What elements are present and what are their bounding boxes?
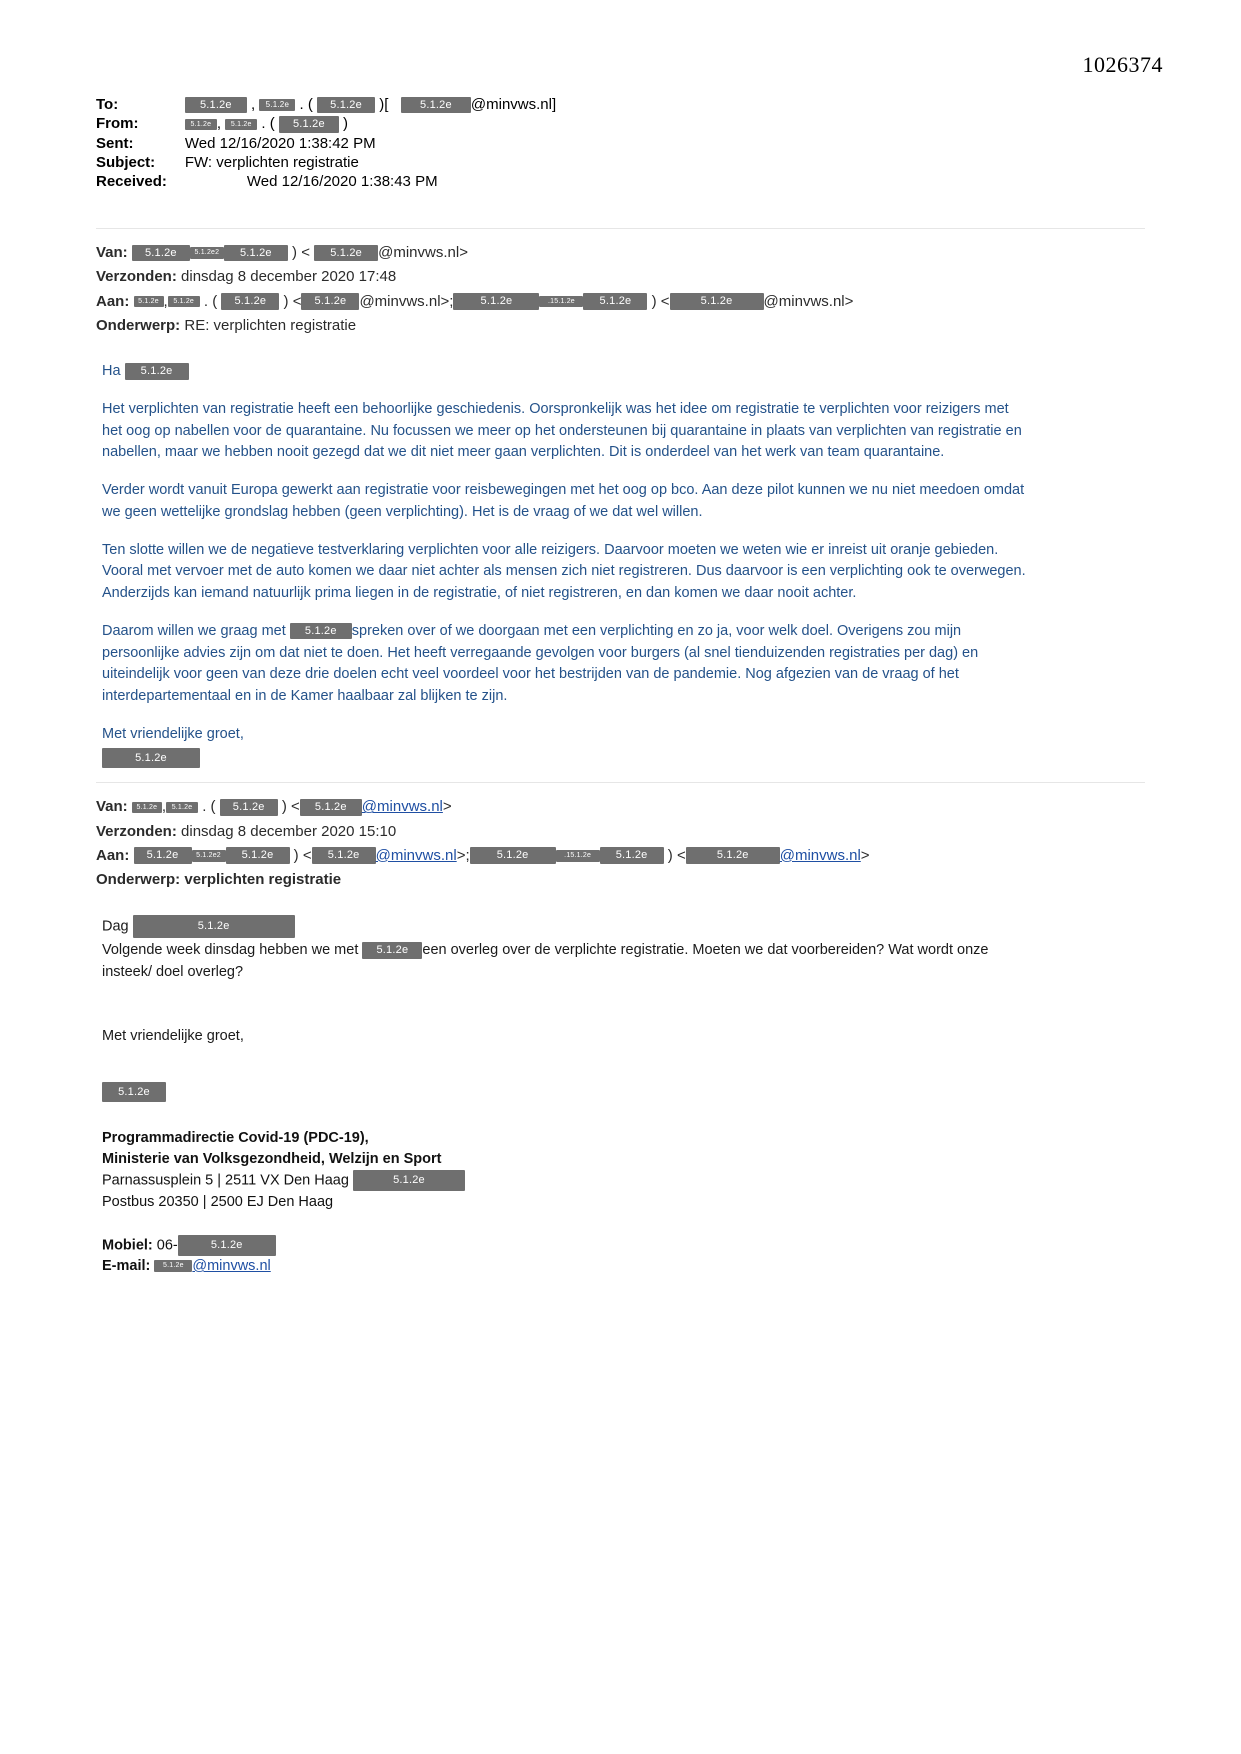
divider — [96, 228, 1145, 229]
message-thread-2 — [0, 782, 1241, 1277]
redaction-block: 5.1.2e — [154, 1260, 192, 1271]
redaction-block: 5.1.2e — [178, 1235, 276, 1256]
message-thread-1 — [0, 228, 1241, 768]
redaction-block: 5.1.2e2 — [190, 247, 224, 258]
redaction-block: .15.1.2e — [539, 296, 583, 307]
signature-address-line-1 — [102, 1170, 1145, 1191]
redaction-block: 5.1.2e — [185, 97, 247, 114]
message1-closing: Met vriendelijke groet, — [102, 725, 244, 742]
redaction-block: 5.1.2e — [312, 847, 376, 864]
redaction-block: 5.1.2e — [133, 915, 295, 938]
message1-van-domain: @minvws.nl> — [378, 244, 468, 261]
header-value-from: 5.1.2e , 5.1.2e . ( 5.1.2e ) — [185, 115, 556, 134]
header-row-from — [96, 115, 556, 134]
message1-aan-domain-2: @minvws.nl> — [763, 292, 854, 310]
redaction-block: 5.1.2e — [102, 748, 200, 769]
document-number: 1026374 — [1082, 52, 1163, 77]
message2-van-email-link[interactable]: @minvws.nl — [361, 798, 443, 816]
message1-onderwerp-value: RE: verplichten registratie — [184, 316, 357, 334]
message1-verzonden-row — [96, 265, 1145, 288]
message1-paragraph-4 — [96, 621, 1027, 708]
redaction-block: 5.1.2e — [317, 97, 375, 114]
signature-mobile-label: Mobiel: — [102, 1237, 153, 1253]
redaction-block: .15.1.2e — [556, 850, 600, 861]
redaction-block: 5.1.2e — [290, 623, 352, 640]
redaction-block: 5.1.2e — [220, 799, 278, 816]
redaction-block: 5.1.2e2 — [192, 850, 226, 861]
redaction-block: 5.1.2e — [453, 293, 539, 310]
message2-aan-email-link-1[interactable]: @minvws.nl — [375, 846, 457, 864]
email-header — [96, 96, 556, 192]
redaction-block: 5.1.2e — [353, 1170, 465, 1191]
signature-email-label: E-mail: — [102, 1258, 151, 1275]
redaction-block: 5.1.2e — [401, 97, 471, 114]
message2-aan-email-link-2[interactable]: @minvws.nl — [779, 846, 861, 864]
message2-closing: Met vriendelijke groet, — [102, 1027, 244, 1044]
redaction-block: 5.1.2e — [583, 293, 647, 310]
message2-meta — [96, 795, 1145, 891]
message1-paragraph-4b: spreken over of we doorgaan met een verplichting en zo ja, voor welk doel. Overigens zou mijn persoonlijke advies zijn om dat niet te doen. Het heeft verregaande gevolgen voor burgers (al snel tienduizenden registraties per dag) en uiteindelijk voor geen van deze drie doelen echt veel voordeel voor het bestrijden van de pandemie. Nog afgezien van de vraag of het interdepartementaal en in de Kamer haalbaar zal blijken te zijn. — [102, 622, 979, 704]
message1-greeting — [96, 361, 1027, 383]
signature-mobile-line — [102, 1235, 1145, 1256]
message2-greeting-text: Dag — [102, 918, 129, 935]
redaction-block: 5.1.2e — [670, 293, 764, 310]
redaction-block: 5.1.2e — [600, 847, 664, 864]
message2-aan-row: Aan: 5.1.2e 5.1.2e2 5.1.2e ) < 5.1.2e @minvws.nl>; 5.1.2e .15.1.2e 5.1.2e ) < 5.1.2e @minvws.nl> — [96, 846, 870, 864]
redaction-block: 5.1.2e — [362, 942, 422, 959]
redaction-block: 5.1.2e — [686, 847, 780, 864]
label-onderwerp: Onderwerp: — [96, 316, 181, 334]
header-row-to — [96, 96, 556, 115]
signature-address-text-1: Parnassusplein 5 | 2511 VX Den Haag — [102, 1172, 349, 1189]
header-label-subject: Subject: — [96, 153, 156, 171]
redaction-block: 5.1.2e — [470, 847, 556, 864]
redaction-block: 5.1.2e — [166, 802, 198, 813]
header-row-received — [96, 173, 556, 192]
signature-email-link[interactable]: @minvws.nl — [192, 1258, 271, 1275]
message2-paragraph-1b: een overleg over de verplichte registratie. Moeten we dat voorbereiden? Wat wordt onze insteek/ doel overleg? — [102, 942, 989, 981]
redaction-block: 5.1.2e — [134, 296, 164, 307]
message2-van-row: Van: 5.1.2e , 5.1.2e . ( 5.1.2e ) < 5.1.2e @minvws.nl> — [96, 798, 452, 816]
message1-greeting-text: Ha — [102, 363, 121, 379]
redaction-block: 5.1.2e — [225, 119, 257, 130]
redaction-block: 5.1.2e — [300, 799, 362, 816]
message1-meta — [96, 241, 1145, 337]
message2-onderwerp-row — [96, 868, 1145, 891]
message1-verzonden-value: dinsdag 8 december 2020 17:48 — [181, 268, 397, 286]
signature-mobile-prefix: 06- — [156, 1237, 178, 1253]
email-body — [0, 228, 1241, 1277]
redaction-block: 5.1.2e — [259, 99, 295, 112]
header-label-sent: Sent: — [96, 134, 134, 152]
header-value-subject: FW: verplichten registratie — [184, 153, 359, 171]
message2-onderwerp-value: verplichten registratie — [184, 871, 342, 889]
signature-address-line-2: Postbus 20350 | 2500 EJ Den Haag — [102, 1193, 334, 1210]
redaction-block: 5.1.2e — [185, 119, 217, 130]
message1-paragraph-4a: Daarom willen we graag met — [102, 622, 286, 639]
header-label-received: Received: — [96, 172, 167, 190]
header-value-sent: Wed 12/16/2020 1:38:42 PM — [184, 134, 376, 152]
header-to-domain: @minvws.nl] — [470, 96, 557, 113]
message2-verzonden-value: dinsdag 8 december 2020 15:10 — [181, 822, 397, 840]
redaction-block: 5.1.2e — [279, 116, 339, 133]
message1-onderwerp-row — [96, 314, 1145, 337]
header-label-to: To: — [96, 96, 119, 113]
redaction-block: 5.1.2e — [226, 847, 290, 864]
header-value-received: Wed 12/16/2020 1:38:43 PM — [246, 172, 438, 190]
redaction-block: 5.1.2e — [301, 293, 359, 310]
message2-aan-tail-1: >; — [456, 846, 470, 864]
redaction-block: 5.1.2e — [132, 802, 162, 813]
message1-signature-redaction — [96, 748, 1145, 769]
header-row-sent — [96, 135, 556, 154]
message1-paragraph-1: Het verplichten van registratie heeft een behoorlijke geschiedenis. Oorspronkelijk was het idee om registratie te verplichten voor reizigers met het oog op nabellen voor de quarantaine. Nu focussen we meer op het ondersteunen bij quarantaine in plaats van verplichten van registratie en nabellen, maar we hebben nooit gezegd dat we dit niet meer gaan verplichten. Dit is onderdeel van het werk van team quarantaine. — [102, 400, 1022, 461]
signature-org-line-1: Programmadirectie Covid-19 (PDC-19), — [102, 1130, 369, 1147]
label-van: Van: — [96, 798, 128, 816]
label-van: Van: — [96, 244, 128, 261]
redaction-block: 5.1.2e — [125, 363, 189, 380]
message1-aan-row: Aan: 5.1.2e , 5.1.2e . ( 5.1.2e ) < 5.1.2e @minvws.nl>; 5.1.2e .15.1.2e 5.1.2e ) < 5.1.2e @minvws.nl> — [96, 292, 854, 310]
message1-van-row: Van: 5.1.2e 5.1.2e2 5.1.2e ) < 5.1.2e @minvws.nl> — [96, 244, 468, 261]
message2-aan-tail-2: > — [860, 846, 870, 864]
redaction-block: 5.1.2e — [224, 245, 288, 262]
header-value-to: 5.1.2e , 5.1.2e . ( 5.1.2e )[ 5.1.2e @minvws.nl] — [185, 96, 556, 115]
signature-block — [96, 1128, 1145, 1277]
redaction-block: 5.1.2e — [168, 296, 200, 307]
message1-paragraph-3: Ten slotte willen we de negatieve testverklaring verplichten voor alle reizigers. Daarvoor moeten we weten wie er inreist uit oranje gebieden. Vooral met vervoer met de auto komen we daar niet achter als mensen zich niet registreren. Dus daarvoor is een verplichting ook te overwegen. Anderzijds kan iemand natuurlijk prima liegen in de registratie, of niet registreren, en dan komen we daar nooit achter. — [102, 541, 1026, 601]
header-row-subject — [96, 154, 556, 173]
message2-greeting — [96, 915, 1027, 938]
redaction-block: 5.1.2e — [132, 245, 190, 262]
divider — [96, 782, 1145, 783]
redaction-block: 5.1.2e — [221, 293, 279, 310]
message2-paragraph-1a: Volgende week dinsdag hebben we met — [102, 942, 359, 959]
message2-paragraph-1 — [96, 940, 1027, 984]
message2-verzonden-row — [96, 820, 1145, 843]
redaction-block: 5.1.2e — [314, 245, 378, 262]
message1-aan-domain-1: @minvws.nl>; — [359, 292, 454, 310]
header-label-from: From: — [96, 115, 139, 133]
label-onderwerp: Onderwerp: — [96, 871, 181, 889]
redaction-block: 5.1.2e — [102, 1082, 166, 1103]
message1-paragraph-2: Verder wordt vanuit Europa gewerkt aan registratie voor reisbewegingen met het oog op bco. Aan deze pilot kunnen we nu niet meedoen omdat we geen wettelijke grondslag hebben (geen verplichting). Het is de vraag of we dat wel willen. — [102, 482, 1025, 520]
message2-signature-redaction — [96, 1082, 1145, 1103]
signature-org-line-2: Ministerie van Volksgezondheid, Welzijn en Sport — [102, 1151, 442, 1168]
message2-van-tail: > — [442, 798, 452, 816]
redaction-block: 5.1.2e — [134, 847, 192, 864]
label-verzonden: Verzonden: — [96, 822, 177, 840]
label-aan: Aan: — [96, 292, 130, 310]
label-verzonden: Verzonden: — [96, 268, 177, 286]
signature-email-line — [102, 1256, 1145, 1277]
label-aan: Aan: — [96, 846, 130, 864]
